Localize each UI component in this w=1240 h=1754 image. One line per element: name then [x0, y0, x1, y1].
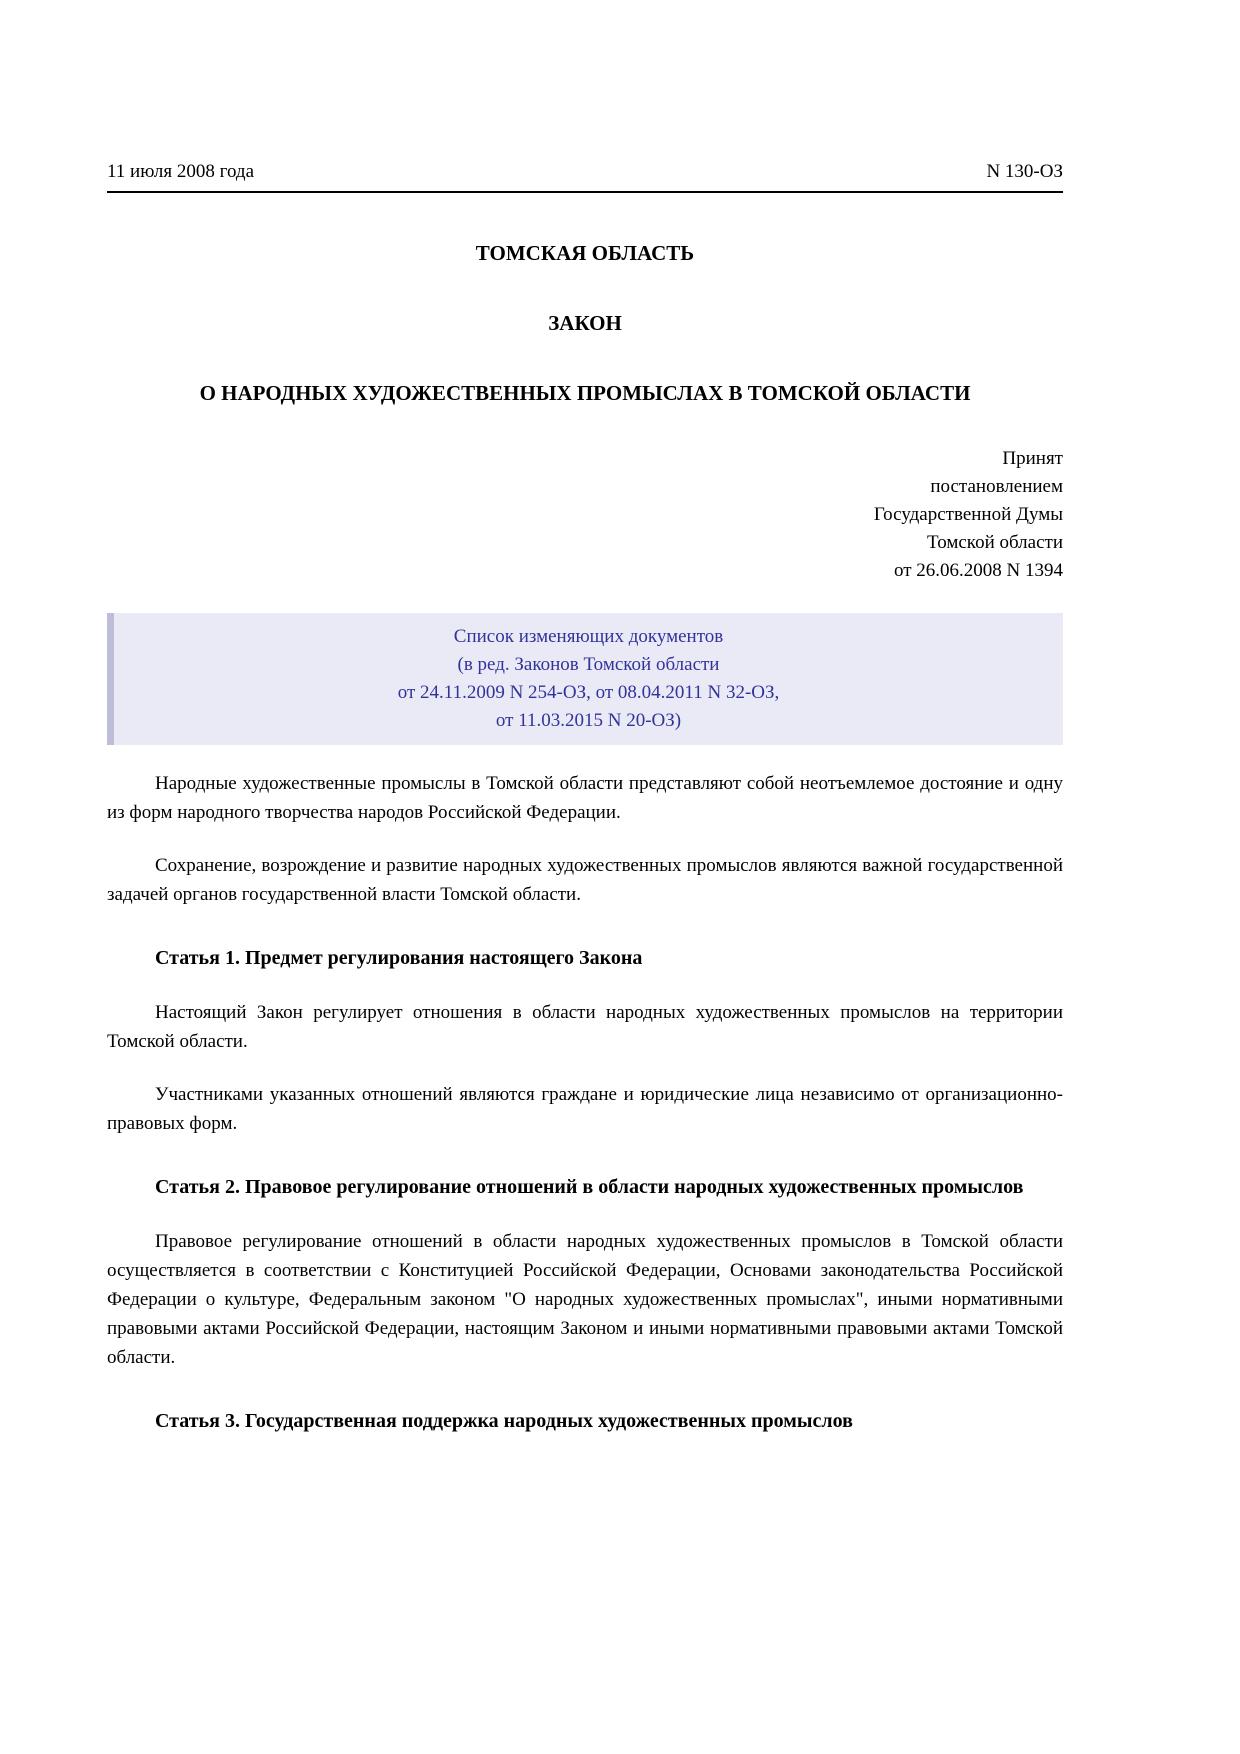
amendments-box	[107, 613, 1063, 745]
header-divider	[107, 191, 1063, 193]
article-paragraph: Настоящий Закон регулирует отношения в области народных художественных промыслов на территории Томской области.	[107, 1002, 1063, 1052]
article-paragraph: Участниками указанных отношений являются граждане и юридические лица независимо от организационно-правовых форм.	[107, 1084, 1063, 1134]
amendment-line: (в ред. Законов Томской области	[457, 654, 720, 675]
doc-number: N 130-ОЗ	[986, 161, 1063, 182]
adoption-line: от 26.06.2008 N 1394	[893, 560, 1063, 581]
doc-type-title: ЗАКОН	[548, 311, 622, 335]
article-paragraph: Правовое регулирование отношений в области народных художественных промыслов в Томской области осуществляется в соответствии с Конституцией Российской Федерации, Основами законодательства Российской Федерации о культуре, Федеральным законом "О народных художественных промыслах", иными нормативными правовыми актами Российской Федерации, настоящим Законом и иными нормативными правовыми актами Томской области.	[107, 1231, 1063, 1368]
region-title: ТОМСКАЯ ОБЛАСТЬ	[475, 241, 695, 265]
amendment-line: Список изменяющих документов	[453, 626, 724, 647]
adoption-line: постановлением	[930, 476, 1063, 497]
subject-title: О НАРОДНЫХ ХУДОЖЕСТВЕННЫХ ПРОМЫСЛАХ В ТОМСКОЙ ОБЛАСТИ	[199, 381, 971, 405]
article-1-heading: Статья 1. Предмет регулирования настоящего Закона	[155, 947, 643, 969]
article-2-heading: Статья 2. Правовое регулирование отношений в области народных художественных промыслов	[155, 1176, 1024, 1198]
preamble-paragraph: Сохранение, возрождение и развитие народных художественных промыслов являются важной государственной задачей органов государственной власти Томской области.	[107, 855, 1063, 905]
adoption-block	[107, 445, 1063, 585]
amendment-line: от 11.03.2015 N 20-ОЗ)	[495, 710, 682, 731]
preamble-paragraph: Народные художественные промыслы в Томской области представляют собой неотъемлемое достояние и одну из форм народного творчества народов Российской Федерации.	[107, 773, 1063, 823]
amendment-line: от 24.11.2009 N 254-ОЗ, от 08.04.2011 N 32-ОЗ,	[397, 682, 780, 703]
document-header	[107, 160, 1063, 184]
adoption-line: Томской области	[927, 532, 1063, 553]
doc-date: 11 июля 2008 года	[107, 161, 255, 182]
adoption-line: Государственной Думы	[873, 504, 1063, 525]
adoption-line: Принят	[1002, 448, 1063, 469]
article-3-heading: Статья 3. Государственная поддержка народных художественных промыслов	[155, 1410, 853, 1432]
